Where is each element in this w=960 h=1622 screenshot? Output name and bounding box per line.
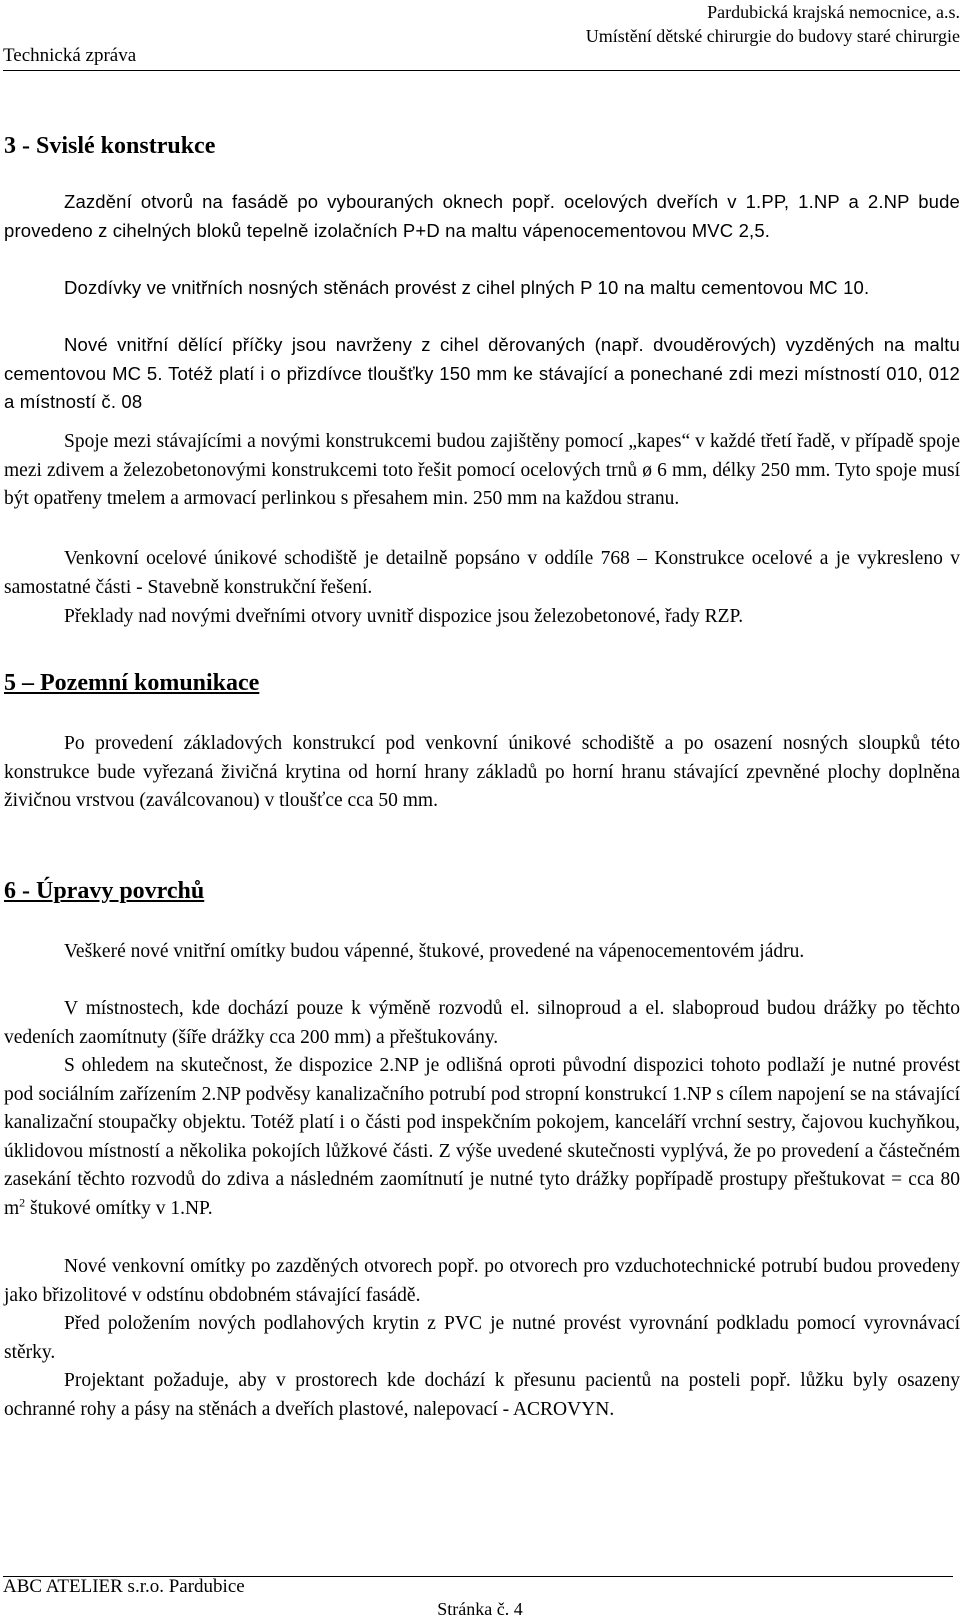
s3-paragraph-3-a: Nové vnitřní dělící příčky jsou navrženy z cihel děrovaných (např. dvouděrových) vyzděných na maltu cementovou MC 5. [4,334,960,384]
footer-page-number: Stránka č. 4 [437,1599,523,1619]
s6-paragraph-4: Nové venkovní omítky po zazděných otvorech popř. po otvorech pro vzduchotechnické potrubí budou provedeny jako břizolitové v odstínu obdobném stávající fasádě. [4,1256,960,1306]
s6-paragraph-2: V místnostech, kde dochází pouze k výměně rozvodů el. silnoproud a el. slaboproud budou drážky po těchto vedeních zaomítnuty (šíře drážky cca 200 mm) a přeštukovány. [4,998,960,1048]
s6-paragraph-5: Před položením nových podlahových krytin z PVC je nutné provést vyrovnání podkladu pomocí vyrovnávací stěrky. [4,1313,960,1363]
s3-paragraph-4: Spoje mezi stávajícími a novými konstrukcemi budou zajištěny pomocí „kapes“ v každé třetí řadě, v případě spoje mezi zdivem a železobetonovými konstrukcemi toto řešit pomocí ocelových trnů ø 6 mm, délky 250 mm. Tyto spoje musí být opatřeny tmelem a armovací perlinkou s přesahem min. 250 mm na každou stranu. [4,431,960,509]
section-3-title: 3 - Svislé konstrukce [4,133,216,159]
header-org: Pardubická krajská nemocnice, a.s. [707,2,960,22]
superscript-2: 2 [19,1195,26,1209]
header-project: Umístění dětské chirurgie do budovy staré chirurgie [585,26,960,46]
section-6-title: 6 - Úpravy povrchů [4,878,205,904]
s3-paragraph-2: Dozdívky ve vnitřních nosných stěnách provést z cihel plných P 10 na maltu cementovou MC 10. [64,277,870,298]
header-right [586,0,960,48]
s6-paragraph-3-end: štukové omítky v 1.NP. [25,1197,213,1219]
footer-company: ABC ATELIER s.r.o. Pardubice [3,1576,245,1597]
s6-paragraph-3-text: S ohledem na skutečnost, že dispozice 2.NP je odlišná oproti původní dispozici tohoto podlaží je nutné provést pod sociálním zařízením 2.NP podvěsy kanalizačního potrubí pod stropní konstrukcí 1.NP s cílem napojení se na stávající kanalizační stoupačky objektu. Totéž platí i o části pod inspekčním pokojem, kanceláří vrchní sestry, čajovou kuchyňkou, úklidovou místností a několika pokojích lůžkové části. Z výše uvedené skutečnosti vyplývá, že po provedení a částečném zasekání těchto rozvodů do zdiva a následném zaomítnutí je nutné tyto drážky popřípadě prostupy přeštukovat = cca 80 m [4,1055,960,1219]
section-5-title: 5 – Pozemní komunikace [4,670,260,696]
s3-paragraph-5: Venkovní ocelové únikové schodiště je detailně popsáno v oddíle 768 – Konstrukce ocelové a je vykresleno v samostatné části - Stavebně konstrukční řešení. [4,548,960,598]
s6-paragraph-6: Projektant požaduje, aby v prostorech kde dochází k přesunu pacientů na posteli popř. lůžku byly osazeny ochranné rohy a pásy na stěnách a dveřích plastové, nalepovací - ACROVYN. [4,1370,960,1420]
s6-paragraph-3 [4,1052,960,1223]
header-rule [3,70,960,71]
header-doc-type: Technická zpráva [3,45,137,66]
s3-paragraph-3 [4,331,960,417]
s5-paragraph-1: Po provedení základových konstrukcí pod venkovní únikové schodiště a po osazení nosných sloupků této konstrukce bude vyřezaná živičná krytina od horní hrany základů po horní hranu stávající zpevněné plochy doplněna živičnou vrstvou (zaválcovanou) v tloušťce cca 50 mm. [4,733,960,811]
s3-paragraph-1: Zazdění otvorů na fasádě po vybouraných oknech popř. ocelových dveřích v 1.PP, 1.NP a 2.NP bude provedeno z cihelných bloků tepelně izolačních P+D na maltu vápenocementovou MVC 2,5. [4,191,960,241]
s3-paragraph-6: Překlady nad novými dveřními otvory uvnitř dispozice jsou železobetonové, řady RZP. [64,606,744,627]
s3-paragraph-3-b: Totéž platí i o přizdívce tloušťky 150 mm ke stávající a ponechané zdi mezi místností 010, 012 a místností č. 08 [4,362,960,412]
s6-paragraph-1: Veškeré nové vnitřní omítky budou vápenné, štukové, provedené na vápenocementovém jádru. [64,941,805,962]
